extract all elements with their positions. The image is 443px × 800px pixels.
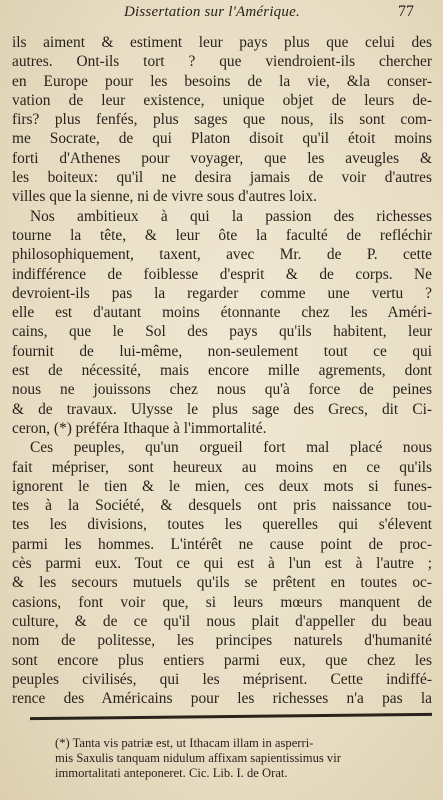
text-line: culture, & de ce qu'il nous plait d'appeller du beau (12, 612, 432, 630)
text-line: tes à la Société, & desquels ont pris naissance tou- (12, 497, 432, 515)
text-line: peuples civilisés, qui les méprisent. Cette indiffé- (12, 670, 432, 688)
text-line: ceron, (*) préféra Ithaque à l'immortalité. (12, 419, 267, 437)
text-line: est de nécessité, mais encore mille agrements, dont (12, 362, 432, 380)
text-line: en Europe pour les besoins de la vie, &la conser- (12, 72, 432, 90)
text-line: fournit de lui-même, non-seulement tout ce qui (12, 342, 432, 360)
footnote-line: mis Saxulis tanquam nidulum affixam sapientissimus vir (55, 751, 341, 765)
text-line: casions, font voir que, si leurs mœurs manquent de (12, 593, 432, 611)
text-line: fait mépriser, sont heureux au moins en ce qu'ils (12, 458, 432, 476)
text-line: tourne la tête, & leur ôte la faculté de refléchir (12, 226, 432, 244)
text-line: rence des Américains pour les richesses n'a pas la (12, 690, 432, 708)
text-line: indifférence de foiblesse d'esprit & de corps. Ne (12, 265, 432, 283)
text-line: villes que la sienne, ni de vivre sous d'autres loix. (12, 188, 317, 206)
text-line: ils aiment & estiment leur pays plus que celui des (12, 34, 432, 51)
text-line: devroient-ils pas la regarder comme une vertu ? (12, 284, 432, 302)
footnote-line: immortalitati anteponeret. Cic. Lib. I. de Orat. (55, 766, 288, 780)
text-line: nom de politesse, les principes naturels d'humanité (12, 632, 432, 650)
text-line: elle est d'autant moins étonnante chez les Améri- (12, 304, 432, 322)
text-line: nous ne jouissons chez nous qu'à force de peines (12, 381, 432, 399)
text-line: ignorent le tien & le mien, ces deux mots si funes- (12, 477, 432, 495)
text-line: les boiteux: qu'il ne desira jamais de voir d'autres (12, 169, 432, 187)
text-line: cains, que le Sol des pays qu'ils habitent, leur (12, 323, 432, 341)
page-number: 77 (398, 3, 414, 20)
text-line: cès parmi eux. Tout ce qui est à l'un est à l'autre ; (12, 555, 432, 573)
text-line: & de travaux. Ulysse le plus sage des Grecs, dit Ci- (12, 400, 432, 418)
text-line: firs? plus fenfés, plus sages que nous, ils sont com- (12, 111, 432, 129)
text-line: & les secours mutuels qu'ils se prêtent en toutes oc- (12, 574, 432, 592)
paragraph-start-line: Nos ambitieux à qui la passion des richesses (30, 207, 432, 225)
page-header (14, 2, 432, 24)
text-line: vation de leur existence, unique objet de leurs de- (12, 91, 432, 109)
text-line: sont encore plus entiers parmi eux, que chez les (12, 651, 432, 669)
text-line: me Socrate, de qui Platon disoit qu'il étoit moins (12, 130, 432, 148)
body-text (12, 33, 432, 708)
text-line: forti d'Athenes pour voyager, que les aveugles & (12, 149, 432, 167)
running-title: Dissertation sur l'Amérique. (124, 4, 300, 20)
footnote (55, 736, 430, 781)
text-line: autres. Ont-ils tort ? que viendroient-ils chercher (12, 53, 432, 71)
text-line: philosophiquement, taxent, avec Mr. de P. cette (12, 246, 432, 264)
footnote-divider (30, 713, 432, 720)
paragraph-start-line: Ces peuples, qu'un orgueil fort mal placé nous (30, 439, 432, 457)
text-line: tes les divisions, toutes les querelles qui s'élevent (12, 516, 432, 534)
footnote-line: (*) Tanta vis patriæ est, ut Ithacam illam in asperri- (55, 736, 314, 750)
text-line: parmi les hommes. L'intérêt ne cause point de proc- (12, 535, 432, 553)
